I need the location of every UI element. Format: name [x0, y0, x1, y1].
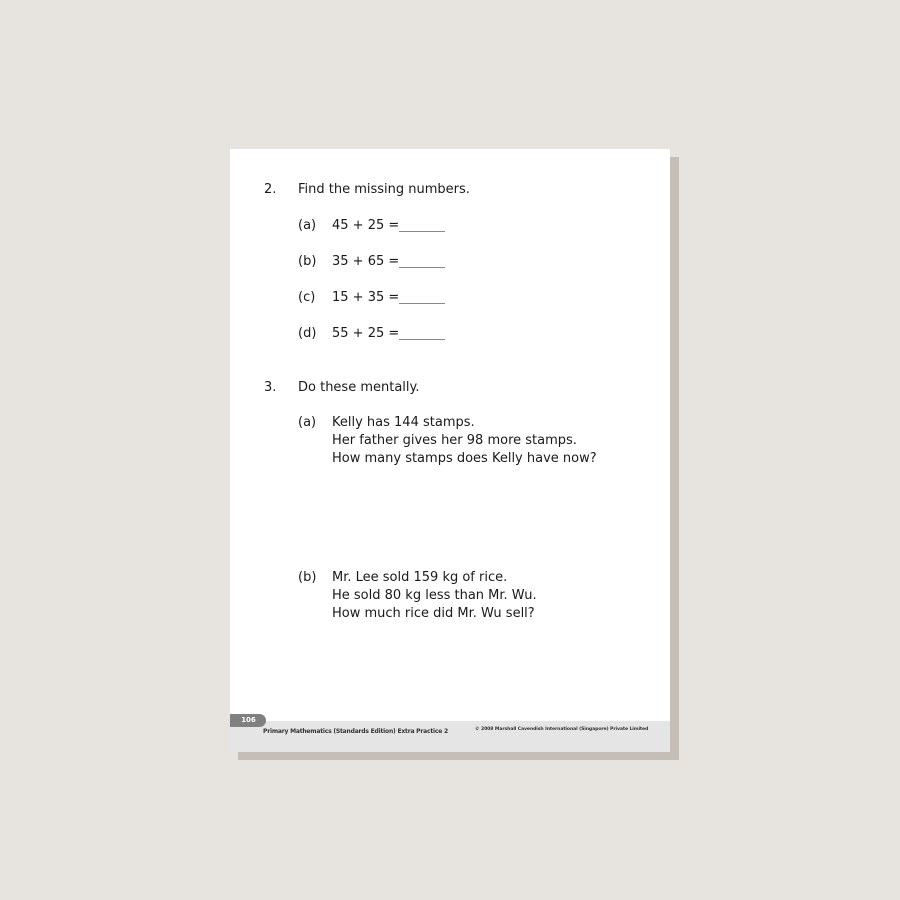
q3-b-line-1: Mr. Lee sold 159 kg of rice. — [332, 570, 508, 585]
q2-item-c-expr: 15 + 35 = — [332, 290, 400, 305]
q3-a-line-1: Kelly has 144 stamps. — [332, 415, 475, 430]
answer-blank-a[interactable] — [399, 231, 445, 232]
q2-item-a-label: (a) — [298, 218, 317, 233]
answer-blank-d[interactable] — [399, 339, 445, 340]
q2-item-a-expr: 45 + 25 = — [332, 218, 400, 233]
q2-number: 2. — [264, 182, 277, 197]
answer-blank-c[interactable] — [399, 303, 445, 304]
copyright-notice: © 2008 Marshall Cavendish International (Singapore) Private Limited — [475, 727, 649, 732]
q2-item-d-label: (d) — [298, 326, 317, 341]
book-title: Primary Mathematics (Standards Edition) Extra Practice 2 — [263, 728, 448, 735]
q3-b-label: (b) — [298, 570, 317, 585]
q3-b-line-3: How much rice did Mr. Wu sell? — [332, 606, 535, 621]
q3-a-label: (a) — [298, 415, 317, 430]
page-number-tab: 106 — [230, 714, 266, 727]
q2-item-d-expr: 55 + 25 = — [332, 326, 400, 341]
q3-a-line-3: How many stamps does Kelly have now? — [332, 451, 597, 466]
answer-blank-b[interactable] — [399, 267, 445, 268]
q3-a-line-2: Her father gives her 98 more stamps. — [332, 433, 577, 448]
q2-item-c-label: (c) — [298, 290, 316, 305]
q2-prompt: Find the missing numbers. — [298, 182, 470, 197]
q3-b-line-2: He sold 80 kg less than Mr. Wu. — [332, 588, 537, 603]
q2-item-b-expr: 35 + 65 = — [332, 254, 400, 269]
page-footer — [230, 721, 670, 752]
worksheet-page — [230, 149, 670, 752]
q3-prompt: Do these mentally. — [298, 380, 420, 395]
q3-number: 3. — [264, 380, 277, 395]
q2-item-b-label: (b) — [298, 254, 317, 269]
